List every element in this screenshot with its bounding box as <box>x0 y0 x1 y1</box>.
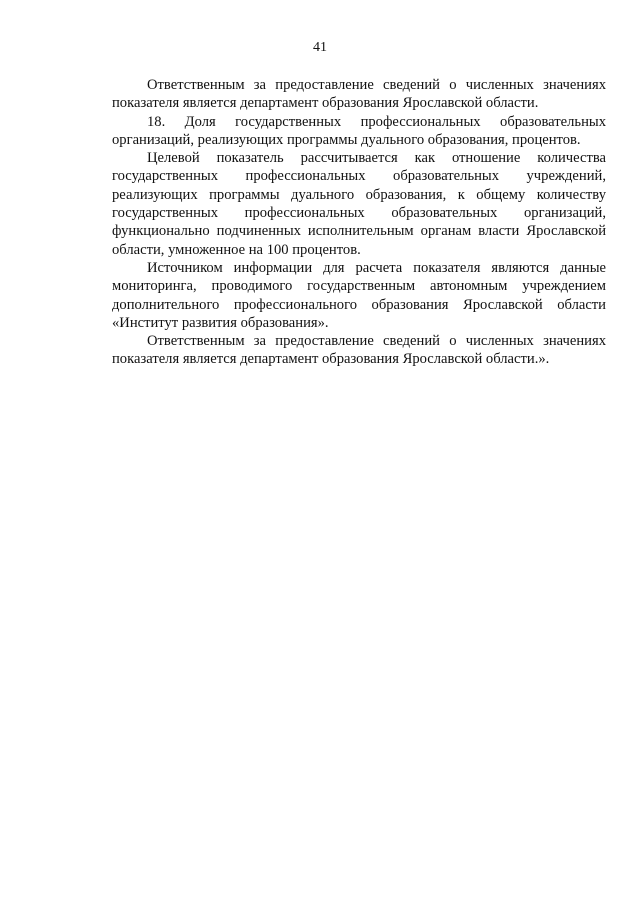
paragraph-source: Источником информации для расчета показателя являются данные мониторинга, проводимого государственным автономным учреждением дополнительного профессионального образования Ярославской области «Институт развития образования». <box>112 259 606 331</box>
paragraph-indicator-18: 18. Доля государственных профессиональных образовательных организаций, реализующих программы дуального образования, процентов. <box>112 113 606 148</box>
document-body <box>112 76 606 369</box>
paragraph-responsible-2: Ответственным за предоставление сведений о численных значениях показателя является департамент образования Ярославской области.». <box>112 333 606 368</box>
page-number: 41 <box>313 40 327 55</box>
paragraph-responsible-1: Ответственным за предоставление сведений о численных значениях показателя является департамент образования Ярославской области. <box>112 77 606 112</box>
paragraph-calculation: Целевой показатель рассчитывается как отношение количества государственных профессиональных образовательных учреждений, реализующих программы дуального образования, к общему количеству государственных профессиональных образовательных организаций, функционально подчиненных исполнительным органам власти Ярославской области, умноженное на 100 процентов. <box>112 150 606 258</box>
